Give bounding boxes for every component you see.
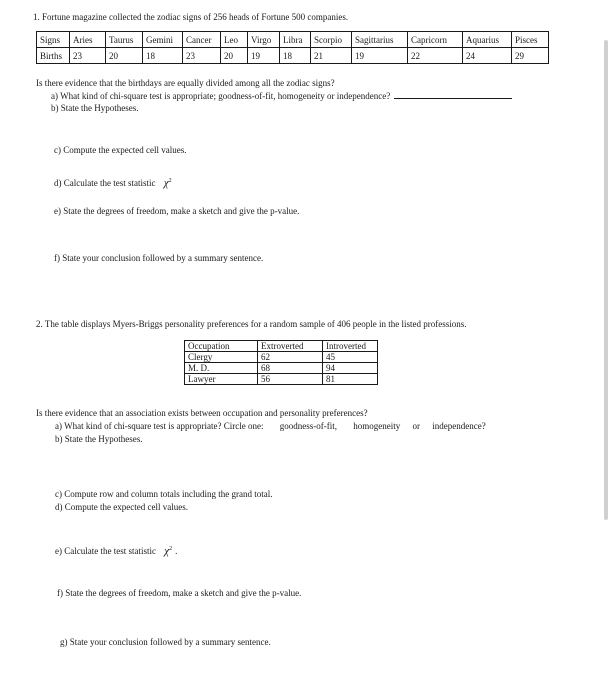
table-cell: Extroverted xyxy=(258,341,323,352)
problem2-part-c: c) Compute row and column totals including the grand total. xyxy=(55,489,273,499)
table-cell: 24 xyxy=(463,48,512,64)
table-cell: 20 xyxy=(221,48,248,64)
table-cell: 45 xyxy=(323,352,378,363)
table-cell: Leo xyxy=(221,32,248,48)
option-independence[interactable]: independence? xyxy=(432,421,486,431)
answer-line[interactable] xyxy=(394,90,512,99)
problem1-part-d xyxy=(54,177,172,189)
table-cell: M. D. xyxy=(185,363,258,374)
scrollbar[interactable] xyxy=(604,40,608,520)
table-cell: 19 xyxy=(352,48,408,64)
problem1-question: Is there evidence that the birthdays are equally divided among all the zodiac signs? xyxy=(36,78,335,88)
option-or: or xyxy=(412,421,421,431)
part-a-text: a) What kind of chi-square test is appropriate; goodness-of-fit, homogeneity or independence? xyxy=(51,91,391,101)
table-header-row xyxy=(37,32,549,48)
table-cell: Taurus xyxy=(106,32,143,48)
problem1-part-b: b) State the Hypotheses. xyxy=(51,103,139,113)
problem2-part-f: f) State the degrees of freedom, make a sketch and give the p-value. xyxy=(57,588,302,598)
chi-symbol: χ xyxy=(164,545,170,557)
table-cell: 23 xyxy=(183,48,221,64)
problem2-part-g: g) State your conclusion followed by a summary sentence. xyxy=(60,637,271,647)
problem2-part-e xyxy=(55,545,177,557)
problem2-title: 2. The table displays Myers-Briggs personality preferences for a random sample of 406 people in the listed professions. xyxy=(36,319,467,329)
table-cell: Lawyer xyxy=(185,374,258,385)
problem2-question: Is there evidence that an association exists between occupation and personality preferences? xyxy=(36,408,368,418)
table-cell: 68 xyxy=(258,363,323,374)
problem2-part-a xyxy=(55,421,486,431)
table-cell: Libra xyxy=(280,32,311,48)
table-cell: Introverted xyxy=(323,341,378,352)
table-data-row xyxy=(37,48,549,64)
table-cell: Capricorn xyxy=(408,32,463,48)
table-cell: 56 xyxy=(258,374,323,385)
problem1-part-a xyxy=(51,90,512,101)
superscript: 2 xyxy=(169,546,173,552)
table-cell: 18 xyxy=(143,48,183,64)
problem2-part-b: b) State the Hypotheses. xyxy=(55,434,143,444)
problem1-title: 1. Fortune magazine collected the zodiac signs of 256 heads of Fortune 500 companies. xyxy=(33,12,349,22)
table-cell: Virgo xyxy=(248,32,280,48)
zodiac-table xyxy=(36,31,549,64)
table-cell: Cancer xyxy=(183,32,221,48)
table-cell: Occupation xyxy=(185,341,258,352)
problem1-part-f: f) State your conclusion followed by a summary sentence. xyxy=(54,253,264,263)
part-a-text: a) What kind of chi-square test is appropriate? Circle one: xyxy=(55,421,264,431)
table-cell: Clergy xyxy=(185,352,258,363)
problem1-part-e: e) State the degrees of freedom, make a sketch and give the p-value. xyxy=(54,206,300,216)
table-cell: 62 xyxy=(258,352,323,363)
superscript: 2 xyxy=(168,178,172,184)
myers-briggs-table xyxy=(184,340,378,385)
chi-symbol: χ xyxy=(163,177,169,189)
table-header-row xyxy=(185,341,378,352)
table-cell: 19 xyxy=(248,48,280,64)
problem2-part-d: d) Compute the expected cell values. xyxy=(55,502,188,512)
table-cell: Signs xyxy=(37,32,70,48)
table-row xyxy=(185,352,378,363)
table-cell: 94 xyxy=(323,363,378,374)
problem1-part-c: c) Compute the expected cell values. xyxy=(54,145,187,155)
table-cell: Pisces xyxy=(512,32,549,48)
option-homogeneity[interactable]: homogeneity xyxy=(353,421,401,431)
table-row xyxy=(185,363,378,374)
option-goodness-of-fit[interactable]: goodness-of-fit, xyxy=(279,421,338,431)
table-cell: Aries xyxy=(70,32,106,48)
table-cell: 21 xyxy=(311,48,352,64)
table-cell: 20 xyxy=(106,48,143,64)
table-cell: Births xyxy=(37,48,70,64)
table-cell: 23 xyxy=(70,48,106,64)
table-cell: 81 xyxy=(323,374,378,385)
part-d-text: d) Calculate the test statistic xyxy=(54,178,156,188)
table-cell: Sagittarius xyxy=(352,32,408,48)
table-cell: 29 xyxy=(512,48,549,64)
table-cell: Scorpio xyxy=(311,32,352,48)
table-cell: 18 xyxy=(280,48,311,64)
table-cell: 22 xyxy=(408,48,463,64)
table-cell: Aquarius xyxy=(463,32,512,48)
table-row xyxy=(185,374,378,385)
part-e-text: e) Calculate the test statistic xyxy=(55,546,156,556)
table-cell: Gemini xyxy=(143,32,183,48)
period: . xyxy=(175,546,178,556)
